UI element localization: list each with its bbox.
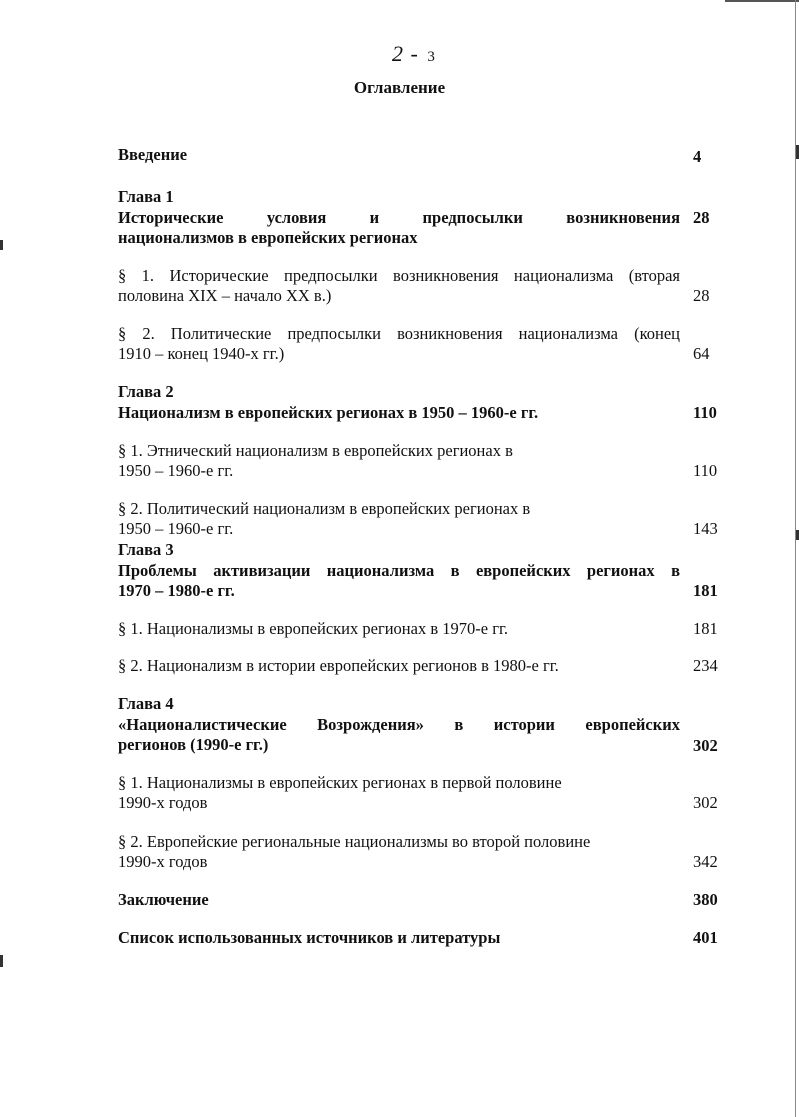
section-line2: 1950 – 1960-е гг.	[118, 461, 234, 480]
chapter-1-section-2	[118, 324, 680, 364]
toc-bibliography: Список использованных источников и литературы	[118, 928, 501, 947]
chapter-2-section-1-page: 110	[693, 461, 718, 480]
chapter-2-title: Национализм в европейских регионах в 1950 – 1960-е гг.	[118, 403, 539, 422]
printed-page-number: 3	[427, 49, 435, 65]
section-line1: § 2. Политические предпосылки возникновения национализма (конец	[118, 324, 680, 343]
chapter-1-section-2-page: 64	[693, 344, 710, 363]
section-line1: § 1. Национализмы в европейских регионах в первой половине	[118, 773, 562, 792]
chapter-1-title-line2: национализмов в европейских регионах	[118, 228, 418, 247]
chapter-3-page: 181	[693, 581, 718, 600]
scan-mark	[0, 955, 3, 967]
chapter-2-section-2	[118, 499, 680, 539]
section-line2: 1990-х годов	[118, 793, 208, 812]
section-line2: половина XIX – начало XX в.)	[118, 286, 332, 305]
chapter-2-page: 110	[693, 403, 717, 422]
toc-intro-page: 4	[693, 147, 702, 166]
chapter-4-section-2-page: 342	[693, 852, 718, 871]
chapter-2-heading: Глава 2	[118, 382, 174, 401]
chapter-4-section-1	[118, 773, 680, 813]
chapter-3-title-line2: 1970 – 1980-е гг.	[118, 581, 235, 600]
toc-conclusion: Заключение	[118, 890, 209, 909]
chapter-4-section-1-page: 302	[693, 793, 718, 812]
chapter-4-heading: Глава 4	[118, 694, 174, 713]
chapter-2-section-1	[118, 441, 680, 481]
toc-intro	[118, 145, 680, 165]
page-number	[392, 41, 435, 67]
chapter-3-heading: Глава 3	[118, 540, 174, 559]
section-line1: § 2. Европейские региональные национализмы во второй половине	[118, 832, 591, 851]
chapter-4-page: 302	[693, 736, 718, 755]
scan-edge-right	[795, 0, 796, 1117]
section-line1: § 1. Исторические предпосылки возникновения национализма (вторая	[118, 266, 680, 285]
chapter-1-page: 28	[693, 208, 710, 227]
chapter-3-section-1: § 1. Национализмы в европейских регионах в 1970-е гг.	[118, 619, 508, 638]
section-line1: § 1. Этнический национализм в европейских регионах в	[118, 441, 513, 460]
chapter-1-title	[118, 208, 680, 248]
scan-mark	[0, 240, 3, 250]
chapter-1-title-line1: Исторические условия и предпосылки возникновения	[118, 208, 680, 227]
toc-intro-label: Введение	[118, 145, 188, 164]
section-line1: § 2. Политический национализм в европейских регионах в	[118, 499, 531, 518]
section-line2: 1950 – 1960-е гг.	[118, 519, 234, 538]
toc-bibliography-page: 401	[693, 928, 718, 947]
chapter-2-section-2-page: 143	[693, 519, 718, 538]
chapter-3-section-2-page: 234	[693, 656, 718, 675]
chapter-3-title-line1: Проблемы активизации национализма в европейских регионах в	[118, 561, 680, 580]
chapter-3-title	[118, 561, 680, 601]
chapter-4-title-line1: «Националистические Возрождения» в истории европейских	[118, 715, 680, 734]
chapter-1-heading: Глава 1	[118, 187, 174, 206]
scan-edge-top	[725, 0, 799, 2]
toc-conclusion-page: 380	[693, 890, 718, 909]
chapter-1-section-1-page: 28	[693, 286, 710, 305]
chapter-1-section-1	[118, 266, 680, 306]
section-line2: 1910 – конец 1940-х гг.)	[118, 344, 285, 363]
handwritten-page-mark: 2 -	[392, 41, 419, 66]
chapter-4-title-line2: регионов (1990-е гг.)	[118, 735, 269, 754]
section-line2: 1990-х годов	[118, 852, 208, 871]
chapter-3-section-1-page: 181	[693, 619, 718, 638]
chapter-4-title	[118, 715, 680, 755]
chapter-3-section-2: § 2. Национализм в истории европейских регионов в 1980-е гг.	[118, 656, 559, 675]
page-title: Оглавление	[353, 78, 446, 97]
chapter-4-section-2	[118, 832, 680, 872]
